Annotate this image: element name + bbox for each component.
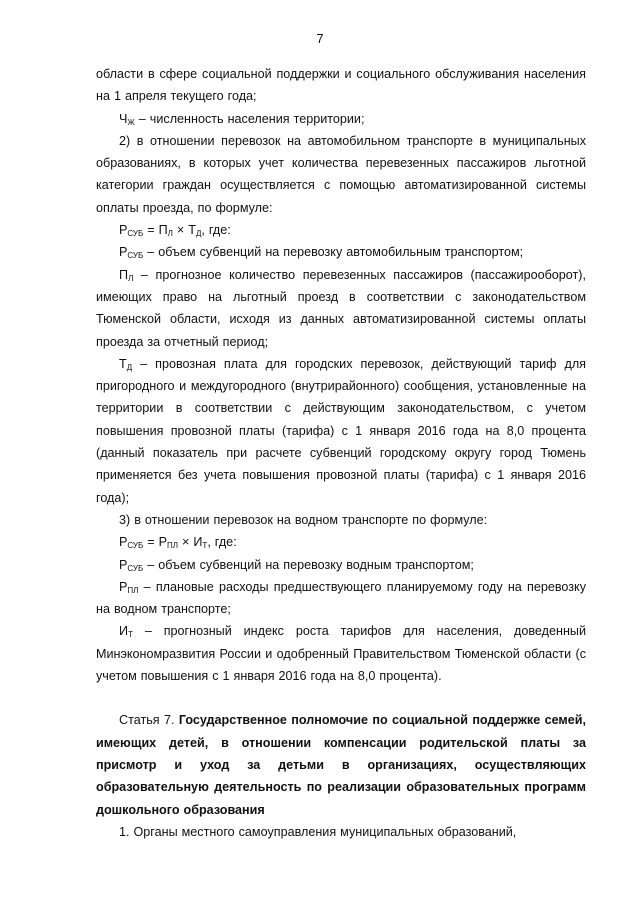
symbol-i-subscript: Т — [202, 541, 208, 551]
symbol-t-subscript: Д — [195, 229, 202, 239]
paragraph-text: – численность населения территории; — [134, 111, 365, 126]
paragraph-r-sub-definition — [96, 241, 586, 263]
paragraph-text: – плановые расходы предшествующего планируемому году на перевозку на водном транспорте; — [96, 579, 586, 617]
paragraph-text: – объем субвенций на перевозку водным транспортом; — [143, 557, 474, 572]
symbol-r-subscript: СУБ — [127, 251, 144, 261]
paragraph-i-t-definition — [96, 620, 586, 687]
formula-end: , где: — [207, 535, 237, 550]
formula-eq: = П — [143, 223, 168, 238]
symbol-r-pl-subscript: ПЛ — [167, 541, 179, 551]
article-heading — [96, 709, 586, 820]
formula-end: , где: — [201, 223, 231, 238]
paragraph-population-definition — [96, 108, 586, 130]
paragraph-text: – объем субвенций на перевозку автомобильным транспортом; — [143, 245, 524, 260]
formula-road-transport — [96, 219, 586, 241]
symbol-ch: Ч — [119, 111, 128, 126]
paragraph-water-transport: 3) в отношении перевозок на водном транспорте по формуле: — [119, 512, 488, 527]
paragraph-p-l-definition — [96, 264, 586, 353]
symbol-r: Р — [119, 245, 128, 260]
formula-eq: = Р — [143, 535, 168, 550]
paragraph-text: – прогнозное количество перевезенных пассажиров (пассажирооборот), имеющих право на льготный проезд в соответствии с законодательством Тюменской области, исходя из данных автоматизированной системы оплаты проезда за отчетный период; — [96, 267, 586, 349]
formula-times: × И — [178, 535, 203, 550]
symbol-r-subscript: СУБ — [127, 229, 144, 239]
symbol-ch-subscript: Ж — [127, 117, 135, 127]
symbol-r-subscript: СУБ — [127, 563, 144, 573]
paragraph-t-d-definition — [96, 353, 586, 509]
symbol-p: П — [119, 267, 129, 282]
symbol-r: Р — [119, 557, 128, 572]
symbol-r: Р — [119, 223, 128, 238]
symbol-p-subscript: Л — [167, 229, 173, 239]
paragraph-text: – провозная плата для городских перевозок, действующий тариф для пригородного и междугородного (внутрирайонного) сообщения, установленные на территории в соответствии с действующим законодательством, с учетом повышения провозной платы (тарифа) с 1 января 2016 года на 8,0 процента (данный показатель при расчете субвенций городскому округу город Тюмень применяется без учета повышения провозной платы (тарифа) с 1 января 2016 года); — [96, 356, 586, 505]
paragraph-article-item-1: 1. Органы местного самоуправления муниципальных образований, — [119, 824, 517, 839]
article-label: Статья 7. — [119, 713, 179, 728]
symbol-p-subscript: Л — [128, 273, 134, 283]
symbol-t-subscript: Д — [126, 362, 133, 372]
section-gap — [96, 687, 586, 709]
paragraph-road-transport: 2) в отношении перевозок на автомобильном транспорте в муниципальных образованиях, в которых учет количества перевезенных пассажиров льготной категории граждан осуществляется с помощью автоматизированной системы оплаты проезда, по формуле: — [96, 133, 586, 215]
formula-times: × Т — [172, 223, 196, 238]
symbol-r: Р — [119, 579, 128, 594]
symbol-r: Р — [119, 535, 128, 550]
paragraph-r-sub-water-definition — [96, 554, 586, 576]
symbol-t: Т — [119, 356, 127, 371]
symbol-r-pl-subscript: ПЛ — [127, 585, 139, 595]
document-body — [96, 63, 586, 843]
paragraph-r-pl-definition — [96, 576, 586, 621]
paragraph-text: – прогнозный индекс роста тарифов для населения, доведенный Минэкономразвития России и одобренный Правительством Тюменской области (с учетом повышения с 1 января 2016 года на 8,0 процента). — [96, 624, 586, 684]
page-number: 7 — [316, 31, 324, 46]
symbol-i-subscript: Т — [128, 630, 133, 640]
article-title: Государственное полномочие по социальной поддержке семей, имеющих детей, в отношении компенсации родительской платы за присмотр и уход за детьми в организациях, осуществляющих образовательную деятельность по реализации образовательных программ дошкольного образования — [96, 713, 586, 817]
formula-water-transport — [96, 531, 586, 553]
paragraph-population-date: области в сфере социальной поддержки и социального обслуживания населения на 1 апреля текущего года; — [96, 67, 586, 104]
symbol-r-subscript: СУБ — [127, 541, 144, 551]
symbol-i: И — [119, 624, 129, 639]
